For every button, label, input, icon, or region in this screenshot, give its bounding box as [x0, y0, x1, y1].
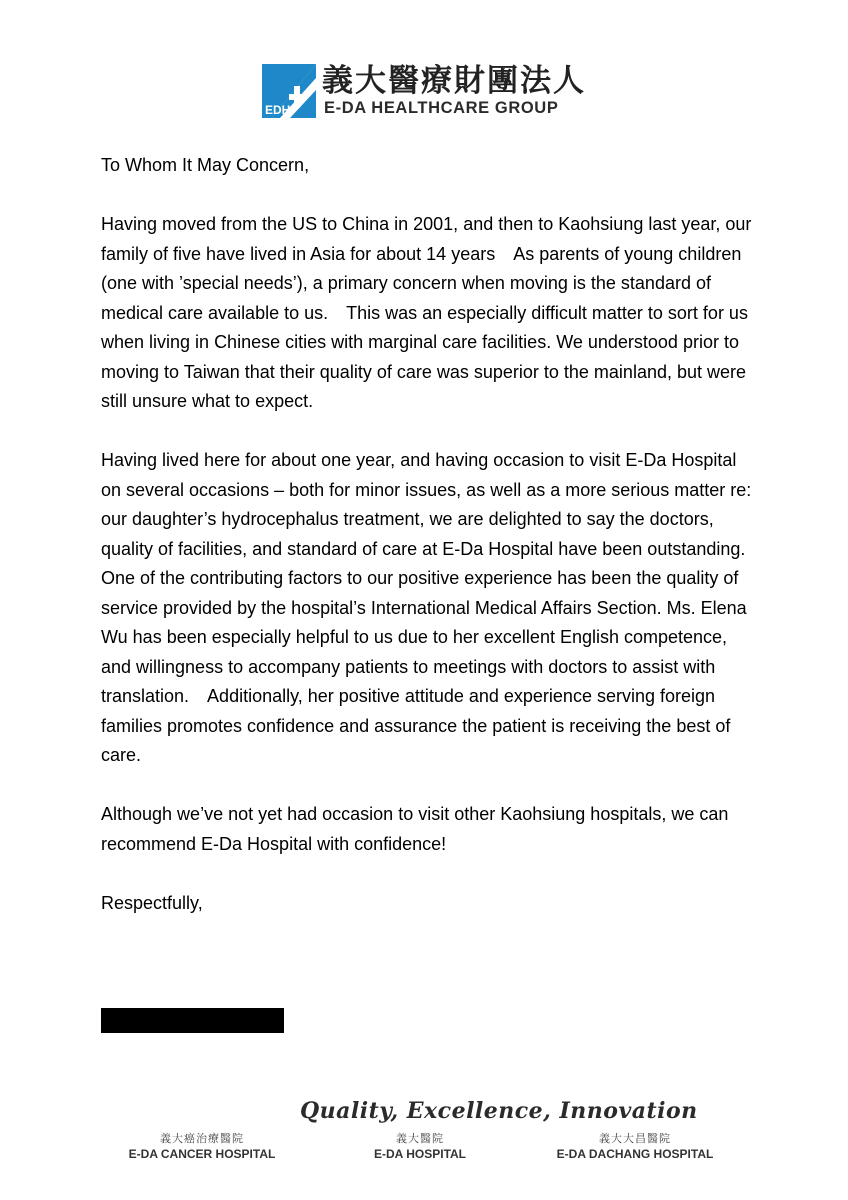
hospital-dachang: [540, 1132, 730, 1162]
brand-name-chinese: 義大醫療財團法人: [322, 63, 586, 99]
hospital-cancer-cn: 義大癌治療醫院: [160, 1132, 244, 1145]
hospital-cancer-en: E-DA CANCER HOSPITAL: [128, 1147, 276, 1161]
logo-mark-text: EDH: [265, 103, 291, 117]
closing: Respectfully,: [101, 892, 203, 913]
paragraph-2: Having lived here for about one year, and having occasion to visit E-Da Hospital on several occasions – both for minor issues, as well as a more serious matter re: our daughter’s hydrocephalus treatment, we are delighted to say the doctors, quality of facilities, and standard of care at E-Da Hospital have been outstanding. One of the contributing factors to our positive experience has been the quality of service provided by the hospital’s International Medical Affairs Section. Ms. Elena Wu has been especially helpful to us due to her excellent English competence, and willingness to accompany patients to meetings with doctors to assist with translation. Additionally, her positive attitude and experience serving foreign families promotes confidence and assurance the patient is receiving the best of care.: [101, 450, 764, 765]
salutation: To Whom It May Concern,: [101, 155, 310, 175]
motto: Quality, Excellence, Innovation: [300, 1098, 698, 1124]
letter-body: [101, 151, 764, 918]
eda-logo-mark-icon: [262, 64, 316, 118]
hospital-dachang-cn: 義大大昌醫院: [599, 1132, 671, 1145]
hospital-main: [340, 1132, 500, 1162]
hospital-main-cn: 義大醫院: [396, 1132, 444, 1145]
paragraph-3: Although we’ve not yet had occasion to visit other Kaohsiung hospitals, we can recommend E-Da Hospital with confidence!: [101, 804, 729, 854]
hospital-dachang-en: E-DA DACHANG HOSPITAL: [556, 1147, 714, 1161]
redacted-signature: [101, 1008, 284, 1033]
hospital-main-en: E-DA HOSPITAL: [374, 1147, 466, 1161]
brand-name-english: E-DA HEALTHCARE GROUP: [324, 99, 559, 117]
footer: [0, 1098, 848, 1168]
paragraph-1: Having moved from the US to China in 2001, and then to Kaohsiung last year, our family of five have lived in Asia for about 14 years As parents of young children (one with ’special needs’), a primary concern when moving is the standard of medical care available to us. This was an especially difficult matter to sort for us when living in Chinese cities with marginal care facilities. We understood prior to moving to Taiwan that their quality of care was superior to the mainland, but were still unsure what to expect.: [101, 214, 752, 411]
hospital-cancer: [110, 1132, 294, 1162]
letterhead: [262, 64, 592, 120]
